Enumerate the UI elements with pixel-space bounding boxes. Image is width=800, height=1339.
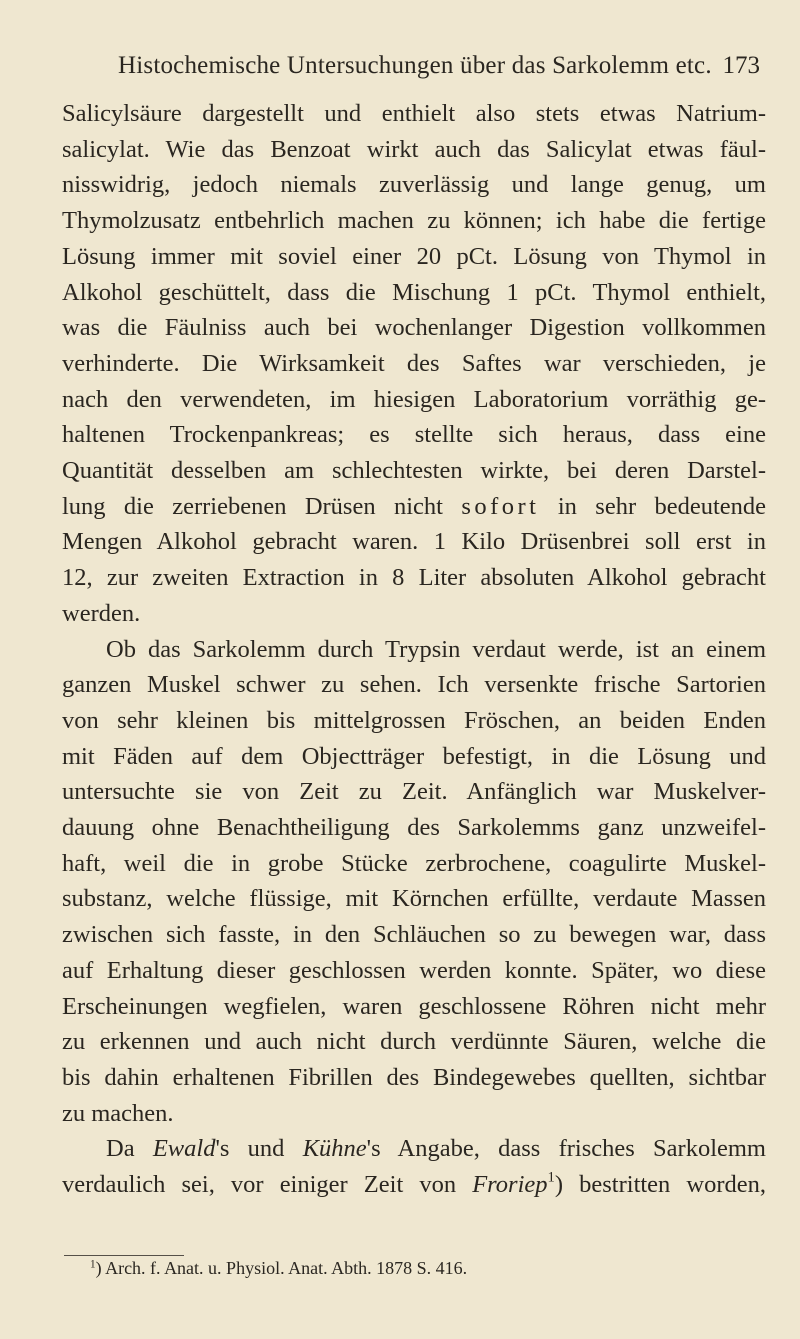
paragraph-start <box>62 1131 766 1167</box>
line-segment: verdaulich sei, vor einiger Zeit von <box>62 1171 457 1199</box>
text-line: Alkohol geschüttelt, dass die Mischung 1 pCt. Thymol enthielt, <box>62 278 766 306</box>
text-line: salicylat. Wie das Benzoat wirkt auch das Salicylat etwas fäul- <box>62 135 766 163</box>
text-line: dauung ohne Benachtheiligung des Sarkolemms ganz unzweifel- <box>62 814 766 842</box>
author-name-kuehne: Kühne <box>302 1135 367 1163</box>
text-line: Quantität desselben am schlechtesten wirkte, bei deren Darstel- <box>62 457 766 485</box>
page-header <box>0 52 800 84</box>
footnote <box>90 1257 467 1279</box>
text-line: untersuchte sie von Zeit zu Zeit. Anfänglich war Muskelver- <box>62 778 766 806</box>
footnote-marker: 1 <box>90 1258 96 1271</box>
line-segment: lung die zerriebenen Drüsen nicht <box>62 492 443 520</box>
text-line: haltenen Trockenpankreas; es stellte sich heraus, dass eine <box>62 421 766 449</box>
line-segment: Da <box>106 1135 135 1163</box>
footnote-text: ) Arch. f. Anat. u. Physiol. Anat. Abth. 1878 S. 416. <box>95 1258 468 1278</box>
text-line: zwischen sich fasste, in den Schläuchen so zu bewegen war, dass <box>62 921 766 949</box>
footnote-rule <box>64 1255 184 1256</box>
text-line: 12, zur zweiten Extraction in 8 Liter absoluten Alkohol gebracht <box>62 564 766 592</box>
text-line: nisswidrig, jedoch niemals zuverlässig und lange genug, um <box>62 171 766 199</box>
text-line: bis dahin erhaltenen Fibrillen des Bindegewebes quellten, sichtbar <box>62 1063 766 1091</box>
text-line <box>62 489 766 525</box>
author-name-ewald: Ewald <box>152 1135 216 1163</box>
paragraph-start: Ob das Sarkolemm durch Trypsin verdaut werde, ist an einem <box>106 635 766 663</box>
footnote-reference: 1 <box>547 1169 555 1186</box>
text-line <box>62 1167 766 1203</box>
running-title: Histochemische Untersuchungen über das Sarkolemm etc. <box>118 52 712 79</box>
line-segment: 's Angabe, dass frisches Sarkolemm <box>366 1135 766 1163</box>
text-line: zu machen. <box>62 1099 174 1127</box>
author-name-froriep: Froriep <box>472 1171 548 1199</box>
text-line: ganzen Muskel schwer zu sehen. Ich versenkte frische Sartorien <box>62 671 766 699</box>
text-line: Lösung immer mit soviel einer 20 pCt. Lösung von Thymol in <box>62 242 766 270</box>
spaced-emphasis: sofort <box>461 492 540 520</box>
text-line: auf Erhaltung dieser geschlossen werden konnte. Später, wo diese <box>62 956 766 984</box>
text-line: Salicylsäure dargestellt und enthielt also stets etwas Natrium- <box>62 100 766 127</box>
text-line: zu erkennen und auch nicht durch verdünnte Säuren, welche die <box>62 1028 766 1056</box>
text-line: Mengen Alkohol gebracht waren. 1 Kilo Drüsenbrei soll erst in <box>62 528 766 556</box>
text-line: Erscheinungen wegfielen, waren geschlossene Röhren nicht mehr <box>62 992 766 1020</box>
page-number: 173 <box>722 52 760 79</box>
line-segment: 's und <box>215 1135 285 1163</box>
text-line: substanz, welche flüssige, mit Körnchen erfüllte, verdaute Massen <box>62 885 766 913</box>
text-line: was die Fäulniss auch bei wochenlanger Digestion vollkommen <box>62 314 766 342</box>
line-segment: ) bestritten worden, <box>554 1171 766 1199</box>
text-line: haft, weil die in grobe Stücke zerbrochene, coagulirte Muskel- <box>62 849 766 877</box>
line-segment: in sehr bedeutende <box>557 492 767 520</box>
text-line: von sehr kleinen bis mittelgrossen Fröschen, an beiden Enden <box>62 706 766 734</box>
text-line: nach den verwendeten, im hiesigen Laboratorium vorräthig ge- <box>62 385 766 413</box>
body-text <box>62 96 766 1203</box>
text-line: Thymolzusatz entbehrlich machen zu können; ich habe die fertige <box>62 207 766 235</box>
text-line: werden. <box>62 599 141 627</box>
text-line: mit Fäden auf dem Objectträger befestigt, in die Lösung und <box>62 742 766 770</box>
text-line: verhinderte. Die Wirksamkeit des Saftes war verschieden, je <box>62 349 766 377</box>
